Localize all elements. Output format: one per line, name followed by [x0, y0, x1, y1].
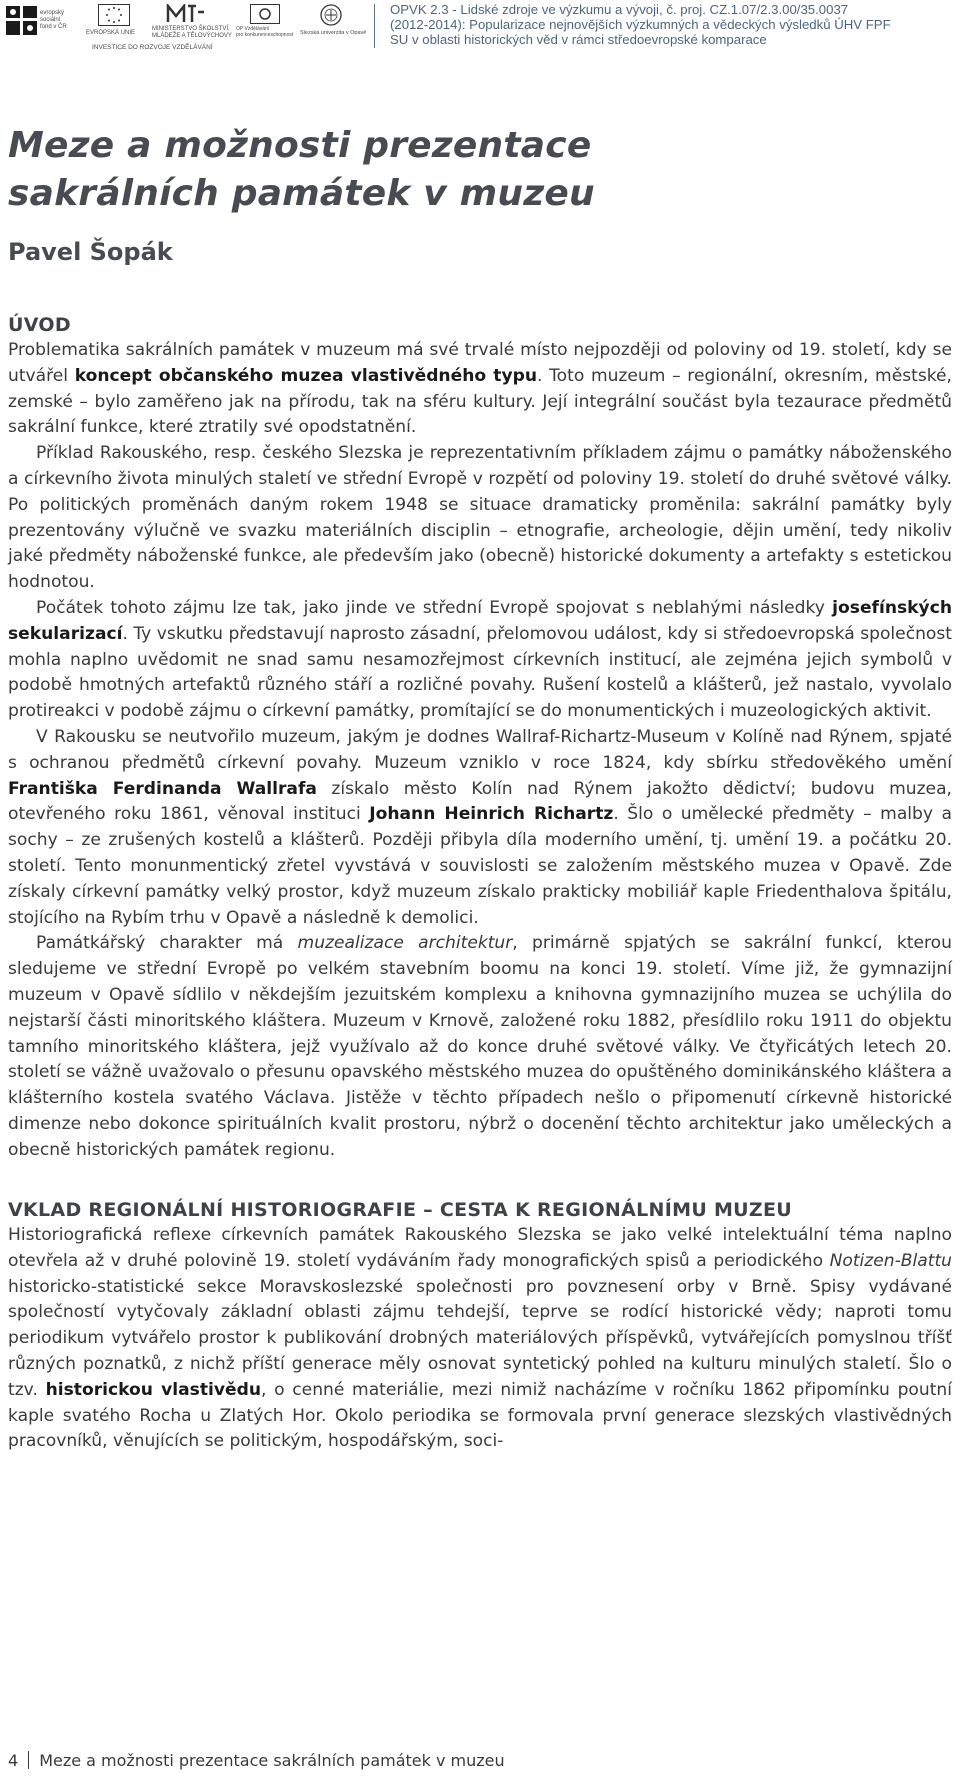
su-logo-text: Slezská univerzita v Opavě: [300, 30, 367, 36]
bold-term: koncept občanského muzea vlastivědného typu: [74, 365, 538, 386]
text-run: Historiografická reflexe církevních památek Rakouského Slezska se jako velké intelektuální téma naplno otevřela až v druhé polovině 19. století vydáváním řady monografických spisů a periodického: [8, 1225, 952, 1271]
section-vklad: [8, 1197, 952, 1455]
project-line: OPVK 2.3 - Lidské zdroje ve výzkumu a vývoji, č. proj. CZ.1.07/2.3.00/35.0037: [390, 2, 849, 17]
italic-term: Notizen-Blattu: [829, 1250, 952, 1271]
bold-term: Johann Heinrich Richartz: [369, 804, 614, 825]
paragraph: [8, 596, 952, 725]
section-heading: VKLAD REGIONÁLNÍ HISTORIOGRAFIE – CESTA K REGIONÁLNÍMU MUZEU: [8, 1199, 792, 1221]
section-uvod: [8, 312, 952, 1164]
text-run: Problematika sakrálních památek v muzeum má své trvalé místo nejpozději od poloviny od 19. století, kdy se utvářel: [8, 340, 952, 386]
bold-term: Františka Ferdinanda Wallrafa: [8, 778, 317, 799]
esf-logo-line: fond v ČR: [40, 24, 67, 30]
article-title: [8, 122, 595, 218]
section-heading: ÚVOD: [8, 314, 71, 336]
op-logo: [236, 4, 296, 40]
header-divider: [374, 4, 375, 48]
article-author: Pavel Šopák: [8, 238, 173, 266]
msmt-logo-line: MLÁDEŽE A TĚLOVÝCHOVY: [152, 33, 232, 39]
esf-logo-line: sociální: [40, 17, 61, 23]
running-title: Meze a možnosti prezentace sakrálních památek v muzeu: [39, 1751, 505, 1770]
text-run: historicko-statistické sekce Moravskoslezské společnosti pro povznesení orby v Brně. Spisy vydávané společností vytyčovaly základní oblasti zájmu tehdejší, teprve se rodící historické vědy; naproti tomu periodikum vytvářelo prostor k publikování drobných materiálových příspěvků, vytvářejících pomyslnou tříšť různých poznatků, z nichž příští generace měly osnovat syntetický pohled na kulturu minulých staletí. Šlo o tzv.: [8, 1276, 952, 1400]
footer-separator: [28, 1751, 29, 1769]
project-line: (2012-2014): Popularizace nejnovějších výzkumných a vědeckých výsledků ÚHV FPF: [390, 17, 891, 32]
bold-term: historickou vlastivědu: [45, 1379, 262, 1400]
text-run: V Rakousku se neutvořilo muzeum, jakým je dodnes Wallraf-Richartz-Museum v Kolíně nad Rýnem, spjaté s ochranou předmětů církevní povahy. Muzeum vzniklo v roce 1824, kdy sbírku středověkého umění: [8, 726, 952, 773]
page-footer: [8, 1751, 505, 1770]
esf-logo: [6, 4, 80, 38]
bold-term: josefínských sekularizací: [8, 597, 952, 644]
italic-term: muzealizace architektur: [297, 933, 513, 954]
page-header: [0, 0, 960, 52]
paragraph: [8, 338, 952, 441]
text-run: , o cenné materiálie, mezi nimiž nacházíme v ročníku 1862 připomínku poutní kaple svatého Rocha u Zlatých Hor. Okolo periodika se formovala první generace slezských vlastivědných pracovníků, věnujících se politickým, hospodářským, soci-: [8, 1379, 952, 1452]
op-logo-line: OP Vzdělávání: [236, 26, 270, 32]
text-run: Počátek tohoto zájmu lze tak, jako jinde ve střední Evropě spojovat s neblahými následky: [36, 597, 833, 618]
paragraph: [8, 1223, 952, 1455]
paragraph: [8, 725, 952, 931]
paragraph: [8, 931, 952, 1163]
text-run: získalo město Kolín nad Rýnem jakožto dědictví; budovu muzea, otevřeného roku 1861, věnoval instituci: [8, 778, 952, 825]
paragraph: [8, 441, 952, 596]
msmt-logo: [152, 4, 230, 40]
eu-logo-text: EVROPSKÁ UNIE: [86, 30, 136, 36]
investice-tagline: INVESTICE DO ROZVOJE VZDĚLÁVÁNÍ: [92, 44, 213, 51]
page-number: 4: [8, 1751, 19, 1770]
logo-strip: [6, 4, 367, 52]
article-title-line: Meze a možnosti prezentace: [8, 125, 592, 166]
text-run: . Šlo o umělecké předměty – malby a sochy – ze zrušených kostelů a klášterů. Později přibyla díla moderního umění, tj. umění 19. a počátku 20. století. Tento monunmentický zřetel vyvstává v souvislosti se založením městského muzea v Opavě. Zde získaly církevní památky velký prostor, když muzeum získalo prakticky mobiliář kaple Friedenthalova špitálu, stojícího na Rybím trhu v Opavě a následně k demolici.: [8, 804, 952, 928]
text-run: , primárně spjatých se sakrální funkcí, kterou sledujeme ve střední Evropě po velkém stavebním boomu na konci 19. století. Víme již, že gymnazijní muzeum v Opavě sídlilo v někdejším jezuitském komplexu a knihovna gymnazijního muzea se uchýlila do nejstarší části minoritského kláštera. Muzeum v Krnově, založené roku 1882, přesídlilo roku 1911 do objektu tamního minoritského kláštera, jejž využívalo až do konce druhé světové války. Ve čtyřicátých letech 20. století se vážně uvažovalo o přesunu opavského městského muzea do opuštěného dominikánského kláštera a klášterního kostela svatého Václava. Jistěže v těchto případech nešlo o připomenutí církevně historické dimenze nebo dokonce spirituálních kvalit prostoru, nýbrž o docenění těchto architektur jako uměleckých a obecně historických památek regionu.: [8, 933, 952, 1160]
text-run: . Ty vskutku představují naprosto zásadní, přelomovou událost, kdy si středoevropská společnost mohla naplno uvědomit ne snad samu nesamozřejmost církevních institucí, ale zejména jejich symbolů v podobě hmotných artefaktů různého stáří a rozličné povahy. Rušení kostelů a klášterů, jež nastalo, vyvolalo protireakci v podobě zájmu o církevní památky, promítající se do monumentických i muzeologických aktivit.: [8, 623, 952, 722]
text-run: Příklad Rakouského, resp. českého Slezska je reprezentativním příkladem zájmu o památky náboženského a církevního života minulých staletí ve střední Evropě v rozpětí od poloviny 19. století do druhé světové války. Po politických proměnách daným rokem 1948 se situace dramaticky proměnila: sakrální památky byly prezentovány výlučně ve svazku materiálních disciplin – etnografie, archeologie, dějin umění, tedy nikoliv jaké předměty náboženské funkce, ale především jako (obecně) historické dokumenty a artefakty s estetickou hodnotou.: [8, 443, 952, 593]
article-title-line: sakrálních památek v muzeu: [8, 173, 595, 214]
project-info: [390, 2, 891, 47]
project-line: SU v oblasti historických věd v rámci středoevropské komparace: [390, 32, 767, 47]
text-run: . Toto muzeum – regionální, okresním, městské, zemské – bylo zaměřeno jak na přírodu, tak na sféru kultury. Její integrální součást byla tezaurace předmětů sakrální funkce, které ztratily své opodstatnění.: [8, 365, 952, 438]
su-logo: [300, 4, 367, 40]
esf-logo-line: evropský: [40, 10, 65, 16]
text-run: Památkářský charakter má: [36, 933, 298, 954]
eu-logo: [86, 4, 146, 40]
op-logo-line: pro konkurenceschopnost: [236, 32, 294, 38]
msmt-logo-line: MINISTERSTVO ŠKOLSTVÍ,: [152, 26, 230, 32]
